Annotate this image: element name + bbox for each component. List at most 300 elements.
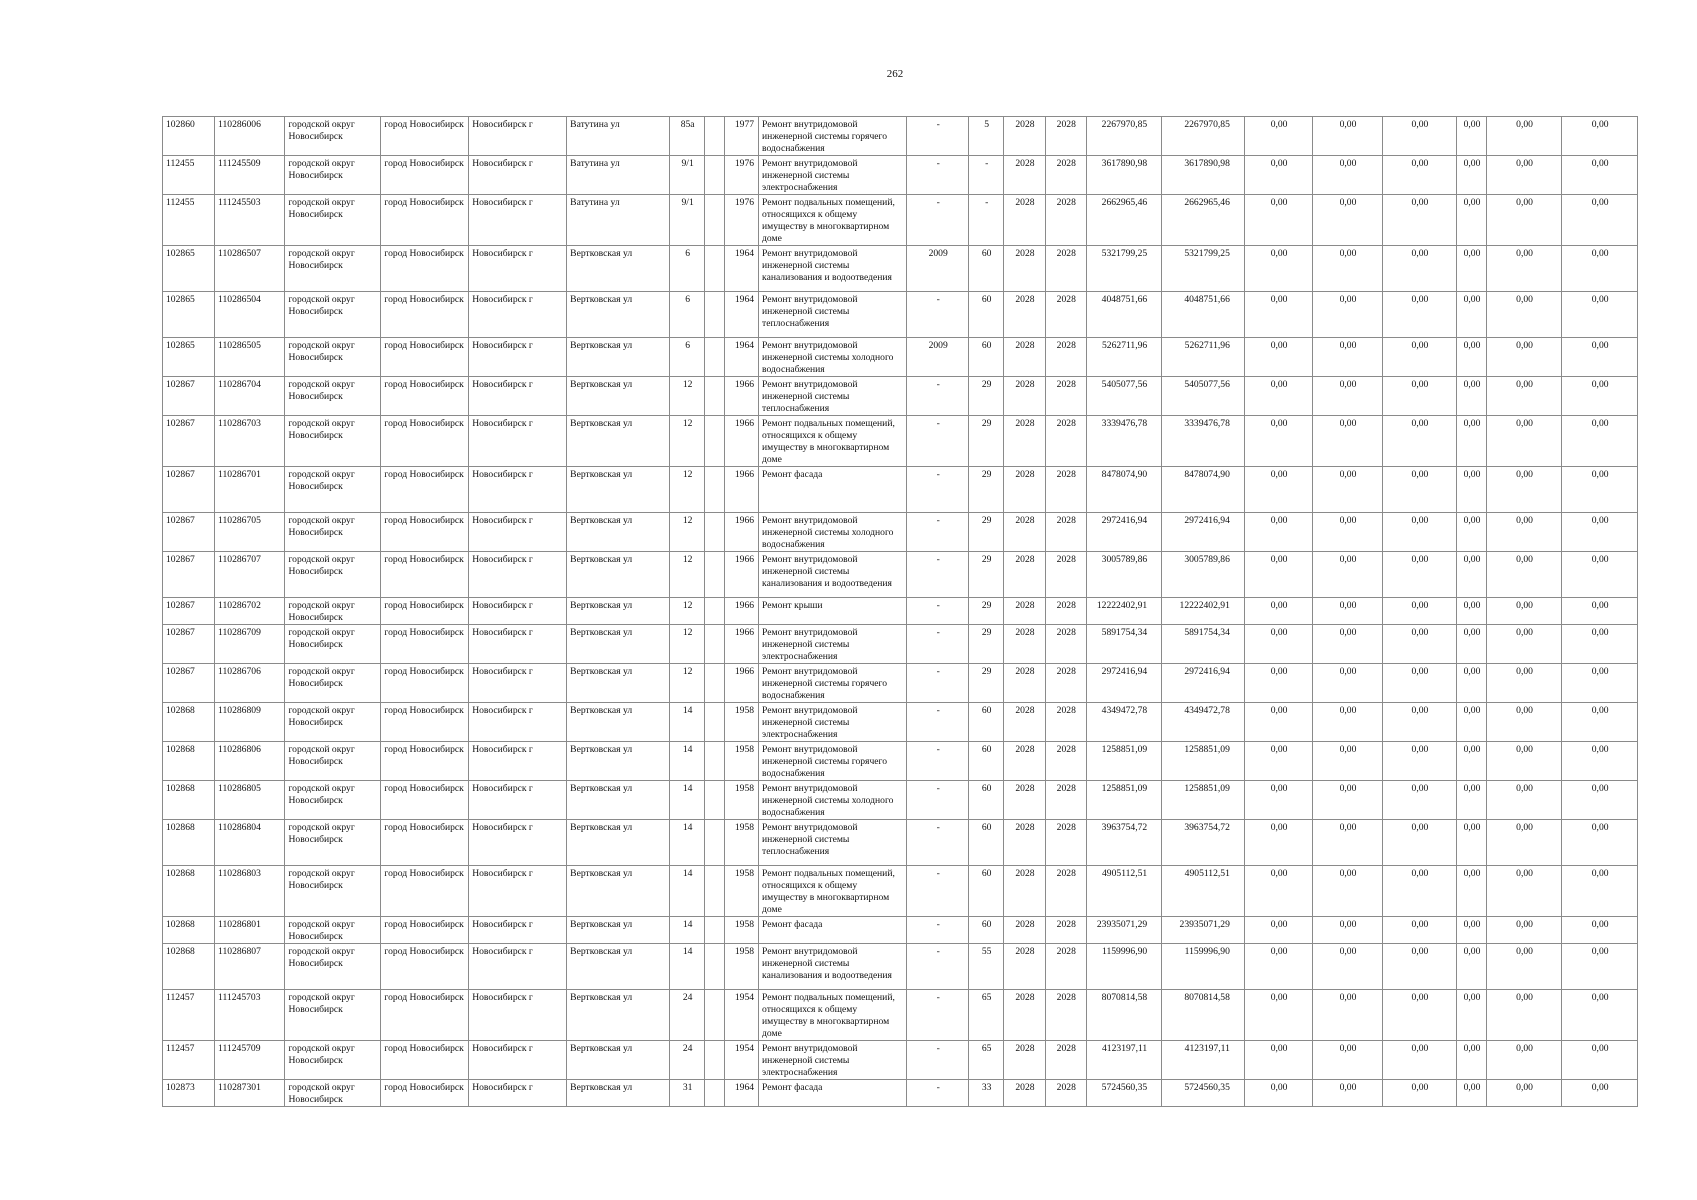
cell-house-id: 102868 (163, 917, 215, 944)
table-row (163, 292, 1638, 338)
cell-wear-percent: 65 (969, 1041, 1004, 1080)
cell-plan-year-to: 2028 (1045, 156, 1086, 195)
cell-house-number: 14 (670, 944, 705, 990)
cell-budget-regional: 0,00 (1313, 917, 1382, 944)
cell-plan-year-to: 2028 (1045, 1080, 1086, 1107)
cell-settlement: город Новосибирск (381, 990, 469, 1041)
table-row (163, 781, 1638, 820)
cell-municipal-district: городской округ Новосибирск (285, 552, 381, 598)
cell-budget-federal: 0,00 (1244, 467, 1312, 513)
cell-total-cost: 5321799,25 (1086, 246, 1162, 292)
cell-wear-percent: - (969, 156, 1004, 195)
cell-plan-year-from: 2028 (1004, 820, 1046, 866)
cell-street: Вертковская ул (567, 338, 670, 377)
cell-other-funds: 0,00 (1486, 990, 1562, 1041)
cell-street: Вертковская ул (567, 1041, 670, 1080)
cell-budget-local: 0,00 (1382, 513, 1457, 552)
cell-house-number: 9/1 (670, 195, 705, 246)
cell-plan-year-to: 2028 (1045, 552, 1086, 598)
cell-work-type: Ремонт внутридомовой инженерной системы горячего водоснабжения (759, 664, 907, 703)
cell-settlement: город Новосибирск (381, 703, 469, 742)
cell-street: Вертковская ул (567, 917, 670, 944)
cell-budget-regional: 0,00 (1313, 195, 1382, 246)
cell-budget-local: 0,00 (1382, 246, 1457, 292)
cell-fund-cost: 8070814,58 (1162, 990, 1245, 1041)
cell-budget-local: 0,00 (1382, 598, 1457, 625)
cell-budget-regional: 0,00 (1313, 117, 1382, 156)
cell-work-id: 110286804 (215, 820, 285, 866)
cell-last-repair-year: - (907, 990, 969, 1041)
cell-work-id: 111245709 (215, 1041, 285, 1080)
cell-municipal-district: городской округ Новосибирск (285, 703, 381, 742)
cell-plan-year-to: 2028 (1045, 416, 1086, 467)
cell-plan-year-from: 2028 (1004, 625, 1046, 664)
cell-municipal-district: городской округ Новосибирск (285, 944, 381, 990)
cell-street: Вертковская ул (567, 703, 670, 742)
cell-budget-federal: 0,00 (1244, 742, 1312, 781)
cell-budget-local: 0,00 (1382, 990, 1457, 1041)
cell-budget-federal: 0,00 (1244, 703, 1312, 742)
table-row (163, 513, 1638, 552)
cell-work-id: 110286704 (215, 377, 285, 416)
cell-city: Новосибирск г (469, 944, 567, 990)
cell-other-funds: 0,00 (1486, 377, 1562, 416)
cell-wear-percent: 65 (969, 990, 1004, 1041)
cell-building (704, 467, 724, 513)
cell-house-number: 14 (670, 917, 705, 944)
cell-last-repair-year: - (907, 866, 969, 917)
cell-settlement: город Новосибирск (381, 1041, 469, 1080)
cell-house-number: 12 (670, 416, 705, 467)
cell-work-type: Ремонт внутридомовой инженерной системы канализования и водоотведения (759, 944, 907, 990)
cell-work-type: Ремонт подвальных помещений, относящихся к общему имуществу в многоквартирном доме (759, 416, 907, 467)
cell-house-id: 102865 (163, 338, 215, 377)
cell-house-id: 102868 (163, 944, 215, 990)
cell-fund-cost: 4349472,78 (1162, 703, 1245, 742)
cell-house-id: 102868 (163, 703, 215, 742)
cell-city: Новосибирск г (469, 598, 567, 625)
cell-city: Новосибирск г (469, 195, 567, 246)
cell-municipal-district: городской округ Новосибирск (285, 338, 381, 377)
cell-wear-percent: 60 (969, 781, 1004, 820)
cell-fund-cost: 3005789,86 (1162, 552, 1245, 598)
cell-wear-percent: 29 (969, 513, 1004, 552)
cell-settlement: город Новосибирск (381, 467, 469, 513)
cell-fund-cost: 1159996,90 (1162, 944, 1245, 990)
cell-city: Новосибирск г (469, 552, 567, 598)
cell-total-cost: 4905112,51 (1086, 866, 1162, 917)
cell-work-id: 111245509 (215, 156, 285, 195)
cell-last-repair-year: - (907, 1041, 969, 1080)
cell-municipal-district: городской округ Новосибирск (285, 156, 381, 195)
cell-building (704, 703, 724, 742)
cell-municipal-district: городской округ Новосибирск (285, 416, 381, 467)
cell-plan-year-from: 2028 (1004, 246, 1046, 292)
cell-plan-year-from: 2028 (1004, 944, 1046, 990)
cell-plan-year-to: 2028 (1045, 625, 1086, 664)
cell-building (704, 246, 724, 292)
cell-street: Вертковская ул (567, 944, 670, 990)
cell-plan-year-from: 2028 (1004, 866, 1046, 917)
cell-plan-year-to: 2028 (1045, 944, 1086, 990)
cell-budget-regional: 0,00 (1313, 338, 1382, 377)
cell-municipal-district: городской округ Новосибирск (285, 820, 381, 866)
cell-other-funds: 0,00 (1486, 513, 1562, 552)
cell-house-id: 102867 (163, 598, 215, 625)
cell-year-built: 1964 (725, 1080, 759, 1107)
cell-work-type: Ремонт внутридомовой инженерной системы теплоснабжения (759, 377, 907, 416)
cell-owner-funds: 0,00 (1457, 742, 1487, 781)
cell-wear-percent: 60 (969, 917, 1004, 944)
table-row (163, 917, 1638, 944)
cell-plan-year-to: 2028 (1045, 990, 1086, 1041)
cell-work-type: Ремонт внутридомовой инженерной системы электроснабжения (759, 156, 907, 195)
cell-city: Новосибирск г (469, 781, 567, 820)
cell-street: Вертковская ул (567, 552, 670, 598)
cell-wear-percent: 55 (969, 944, 1004, 990)
cell-house-number: 6 (670, 338, 705, 377)
cell-budget-regional: 0,00 (1313, 598, 1382, 625)
cell-wear-percent: 29 (969, 377, 1004, 416)
cell-street: Вертковская ул (567, 781, 670, 820)
cell-city: Новосибирск г (469, 625, 567, 664)
cell-municipal-district: городской округ Новосибирск (285, 1080, 381, 1107)
cell-budget-regional: 0,00 (1313, 292, 1382, 338)
cell-year-built: 1958 (725, 917, 759, 944)
cell-owner-funds: 0,00 (1457, 416, 1487, 467)
cell-last-repair-year: - (907, 467, 969, 513)
table-row (163, 552, 1638, 598)
cell-other-funds: 0,00 (1486, 467, 1562, 513)
cell-building (704, 781, 724, 820)
cell-reserve-funds: 0,00 (1562, 292, 1638, 338)
cell-house-id: 102867 (163, 377, 215, 416)
cell-owner-funds: 0,00 (1457, 664, 1487, 703)
cell-year-built: 1958 (725, 820, 759, 866)
cell-year-built: 1966 (725, 664, 759, 703)
cell-work-type: Ремонт внутридомовой инженерной системы горячего водоснабжения (759, 117, 907, 156)
cell-street: Ватутина ул (567, 117, 670, 156)
cell-settlement: город Новосибирск (381, 866, 469, 917)
cell-reserve-funds: 0,00 (1562, 781, 1638, 820)
cell-total-cost: 1159996,90 (1086, 944, 1162, 990)
cell-settlement: город Новосибирск (381, 781, 469, 820)
cell-house-number: 14 (670, 820, 705, 866)
cell-reserve-funds: 0,00 (1562, 742, 1638, 781)
cell-other-funds: 0,00 (1486, 156, 1562, 195)
cell-house-id: 112457 (163, 990, 215, 1041)
cell-budget-local: 0,00 (1382, 292, 1457, 338)
cell-budget-local: 0,00 (1382, 467, 1457, 513)
cell-other-funds: 0,00 (1486, 598, 1562, 625)
cell-settlement: город Новосибирск (381, 552, 469, 598)
cell-owner-funds: 0,00 (1457, 820, 1487, 866)
cell-budget-federal: 0,00 (1244, 156, 1312, 195)
cell-work-type: Ремонт внутридомовой инженерной системы канализования и водоотведения (759, 246, 907, 292)
cell-year-built: 1966 (725, 416, 759, 467)
cell-work-id: 110286006 (215, 117, 285, 156)
cell-plan-year-to: 2028 (1045, 781, 1086, 820)
cell-settlement: город Новосибирск (381, 156, 469, 195)
cell-plan-year-from: 2028 (1004, 781, 1046, 820)
cell-plan-year-from: 2028 (1004, 467, 1046, 513)
cell-fund-cost: 1258851,09 (1162, 742, 1245, 781)
cell-settlement: город Новосибирск (381, 117, 469, 156)
cell-other-funds: 0,00 (1486, 338, 1562, 377)
cell-work-type: Ремонт внутридомовой инженерной системы холодного водоснабжения (759, 781, 907, 820)
cell-work-type: Ремонт фасада (759, 1080, 907, 1107)
cell-work-type: Ремонт внутридомовой инженерной системы канализования и водоотведения (759, 552, 907, 598)
cell-building (704, 513, 724, 552)
cell-budget-regional: 0,00 (1313, 944, 1382, 990)
cell-other-funds: 0,00 (1486, 625, 1562, 664)
cell-work-type: Ремонт внутридомовой инженерной системы горячего водоснабжения (759, 742, 907, 781)
cell-fund-cost: 5891754,34 (1162, 625, 1245, 664)
cell-work-id: 110286805 (215, 781, 285, 820)
cell-plan-year-from: 2028 (1004, 416, 1046, 467)
cell-other-funds: 0,00 (1486, 866, 1562, 917)
cell-plan-year-from: 2028 (1004, 990, 1046, 1041)
cell-street: Вертковская ул (567, 598, 670, 625)
cell-house-number: 24 (670, 1041, 705, 1080)
cell-other-funds: 0,00 (1486, 742, 1562, 781)
cell-last-repair-year: - (907, 156, 969, 195)
cell-street: Вертковская ул (567, 866, 670, 917)
table-row (163, 156, 1638, 195)
cell-budget-regional: 0,00 (1313, 377, 1382, 416)
cell-fund-cost: 4905112,51 (1162, 866, 1245, 917)
cell-budget-local: 0,00 (1382, 781, 1457, 820)
cell-house-id: 102867 (163, 552, 215, 598)
cell-fund-cost: 3963754,72 (1162, 820, 1245, 866)
cell-wear-percent: 29 (969, 467, 1004, 513)
cell-budget-local: 0,00 (1382, 703, 1457, 742)
cell-other-funds: 0,00 (1486, 664, 1562, 703)
cell-total-cost: 1258851,09 (1086, 781, 1162, 820)
cell-house-id: 102868 (163, 866, 215, 917)
cell-work-id: 110287301 (215, 1080, 285, 1107)
cell-settlement: город Новосибирск (381, 292, 469, 338)
cell-work-type: Ремонт фасада (759, 467, 907, 513)
cell-building (704, 552, 724, 598)
cell-work-id: 110286505 (215, 338, 285, 377)
cell-last-repair-year: - (907, 292, 969, 338)
cell-settlement: город Новосибирск (381, 1080, 469, 1107)
cell-budget-regional: 0,00 (1313, 416, 1382, 467)
cell-reserve-funds: 0,00 (1562, 195, 1638, 246)
cell-last-repair-year: - (907, 625, 969, 664)
cell-house-id: 112455 (163, 195, 215, 246)
cell-year-built: 1954 (725, 1041, 759, 1080)
cell-other-funds: 0,00 (1486, 917, 1562, 944)
cell-work-type: Ремонт внутридомовой инженерной системы электроснабжения (759, 1041, 907, 1080)
cell-budget-local: 0,00 (1382, 1041, 1457, 1080)
cell-reserve-funds: 0,00 (1562, 552, 1638, 598)
cell-municipal-district: городской округ Новосибирск (285, 292, 381, 338)
cell-wear-percent: 29 (969, 625, 1004, 664)
cell-house-number: 12 (670, 598, 705, 625)
cell-work-type: Ремонт фасада (759, 917, 907, 944)
cell-budget-local: 0,00 (1382, 866, 1457, 917)
cell-owner-funds: 0,00 (1457, 944, 1487, 990)
cell-budget-federal: 0,00 (1244, 990, 1312, 1041)
cell-reserve-funds: 0,00 (1562, 990, 1638, 1041)
cell-house-number: 6 (670, 246, 705, 292)
cell-total-cost: 4349472,78 (1086, 703, 1162, 742)
cell-reserve-funds: 0,00 (1562, 664, 1638, 703)
cell-budget-regional: 0,00 (1313, 552, 1382, 598)
table-row (163, 467, 1638, 513)
cell-municipal-district: городской округ Новосибирск (285, 195, 381, 246)
cell-budget-federal: 0,00 (1244, 1041, 1312, 1080)
cell-work-id: 111245703 (215, 990, 285, 1041)
cell-budget-federal: 0,00 (1244, 246, 1312, 292)
cell-plan-year-to: 2028 (1045, 467, 1086, 513)
cell-plan-year-to: 2028 (1045, 917, 1086, 944)
cell-plan-year-to: 2028 (1045, 246, 1086, 292)
cell-city: Новосибирск г (469, 156, 567, 195)
cell-total-cost: 2972416,94 (1086, 513, 1162, 552)
cell-building (704, 944, 724, 990)
cell-settlement: город Новосибирск (381, 416, 469, 467)
cell-settlement: город Новосибирск (381, 944, 469, 990)
cell-city: Новосибирск г (469, 820, 567, 866)
cell-work-id: 110286803 (215, 866, 285, 917)
cell-year-built: 1958 (725, 703, 759, 742)
cell-budget-regional: 0,00 (1313, 1080, 1382, 1107)
cell-owner-funds: 0,00 (1457, 467, 1487, 513)
cell-work-id: 110286702 (215, 598, 285, 625)
cell-house-number: 12 (670, 377, 705, 416)
cell-budget-local: 0,00 (1382, 156, 1457, 195)
cell-work-id: 111245503 (215, 195, 285, 246)
cell-plan-year-to: 2028 (1045, 292, 1086, 338)
cell-budget-local: 0,00 (1382, 742, 1457, 781)
cell-last-repair-year: - (907, 944, 969, 990)
cell-owner-funds: 0,00 (1457, 625, 1487, 664)
cell-settlement: город Новосибирск (381, 598, 469, 625)
cell-owner-funds: 0,00 (1457, 598, 1487, 625)
cell-total-cost: 3005789,86 (1086, 552, 1162, 598)
cell-work-id: 110286801 (215, 917, 285, 944)
cell-year-built: 1966 (725, 625, 759, 664)
table-row (163, 664, 1638, 703)
cell-street: Вертковская ул (567, 1080, 670, 1107)
cell-reserve-funds: 0,00 (1562, 338, 1638, 377)
cell-other-funds: 0,00 (1486, 944, 1562, 990)
cell-municipal-district: городской округ Новосибирск (285, 246, 381, 292)
cell-house-id: 102867 (163, 467, 215, 513)
cell-total-cost: 1258851,09 (1086, 742, 1162, 781)
cell-building (704, 625, 724, 664)
cell-municipal-district: городской округ Новосибирск (285, 917, 381, 944)
cell-plan-year-from: 2028 (1004, 117, 1046, 156)
cell-plan-year-to: 2028 (1045, 820, 1086, 866)
cell-budget-regional: 0,00 (1313, 820, 1382, 866)
cell-house-number: 14 (670, 866, 705, 917)
cell-building (704, 338, 724, 377)
table-row (163, 377, 1638, 416)
cell-budget-local: 0,00 (1382, 377, 1457, 416)
cell-street: Вертковская ул (567, 292, 670, 338)
cell-year-built: 1966 (725, 467, 759, 513)
cell-city: Новосибирск г (469, 338, 567, 377)
cell-budget-federal: 0,00 (1244, 866, 1312, 917)
cell-settlement: город Новосибирск (381, 820, 469, 866)
cell-plan-year-from: 2028 (1004, 552, 1046, 598)
cell-wear-percent: 60 (969, 742, 1004, 781)
cell-reserve-funds: 0,00 (1562, 917, 1638, 944)
cell-fund-cost: 1258851,09 (1162, 781, 1245, 820)
cell-last-repair-year: - (907, 1080, 969, 1107)
cell-last-repair-year: - (907, 742, 969, 781)
cell-fund-cost: 4123197,11 (1162, 1041, 1245, 1080)
table-row (163, 944, 1638, 990)
cell-building (704, 664, 724, 703)
cell-reserve-funds: 0,00 (1562, 598, 1638, 625)
cell-last-repair-year: - (907, 820, 969, 866)
cell-last-repair-year: 2009 (907, 246, 969, 292)
cell-owner-funds: 0,00 (1457, 781, 1487, 820)
cell-budget-regional: 0,00 (1313, 742, 1382, 781)
cell-other-funds: 0,00 (1486, 552, 1562, 598)
cell-total-cost: 5891754,34 (1086, 625, 1162, 664)
cell-street: Вертковская ул (567, 664, 670, 703)
cell-fund-cost: 12222402,91 (1162, 598, 1245, 625)
cell-house-number: 14 (670, 742, 705, 781)
cell-budget-regional: 0,00 (1313, 1041, 1382, 1080)
cell-municipal-district: городской округ Новосибирск (285, 866, 381, 917)
cell-budget-regional: 0,00 (1313, 781, 1382, 820)
table-row (163, 117, 1638, 156)
cell-building (704, 990, 724, 1041)
cell-building (704, 1080, 724, 1107)
table-row (163, 990, 1638, 1041)
cell-last-repair-year: - (907, 703, 969, 742)
table-row (163, 338, 1638, 377)
cell-city: Новосибирск г (469, 1041, 567, 1080)
cell-municipal-district: городской округ Новосибирск (285, 781, 381, 820)
cell-house-number: 12 (670, 664, 705, 703)
cell-plan-year-from: 2028 (1004, 195, 1046, 246)
table-row (163, 1080, 1638, 1107)
cell-year-built: 1964 (725, 292, 759, 338)
cell-plan-year-from: 2028 (1004, 377, 1046, 416)
cell-work-type: Ремонт внутридомовой инженерной системы теплоснабжения (759, 292, 907, 338)
cell-owner-funds: 0,00 (1457, 1041, 1487, 1080)
cell-house-id: 102867 (163, 416, 215, 467)
cell-municipal-district: городской округ Новосибирск (285, 625, 381, 664)
cell-budget-regional: 0,00 (1313, 156, 1382, 195)
cell-fund-cost: 5262711,96 (1162, 338, 1245, 377)
cell-owner-funds: 0,00 (1457, 377, 1487, 416)
cell-city: Новосибирск г (469, 664, 567, 703)
cell-budget-federal: 0,00 (1244, 625, 1312, 664)
table-row (163, 246, 1638, 292)
page-number: 262 (886, 68, 904, 80)
cell-house-number: 6 (670, 292, 705, 338)
cell-plan-year-from: 2028 (1004, 742, 1046, 781)
table-row (163, 703, 1638, 742)
cell-year-built: 1958 (725, 866, 759, 917)
cell-budget-regional: 0,00 (1313, 246, 1382, 292)
cell-reserve-funds: 0,00 (1562, 117, 1638, 156)
cell-plan-year-to: 2028 (1045, 338, 1086, 377)
cell-street: Вертковская ул (567, 246, 670, 292)
cell-other-funds: 0,00 (1486, 195, 1562, 246)
cell-budget-local: 0,00 (1382, 338, 1457, 377)
cell-reserve-funds: 0,00 (1562, 1041, 1638, 1080)
